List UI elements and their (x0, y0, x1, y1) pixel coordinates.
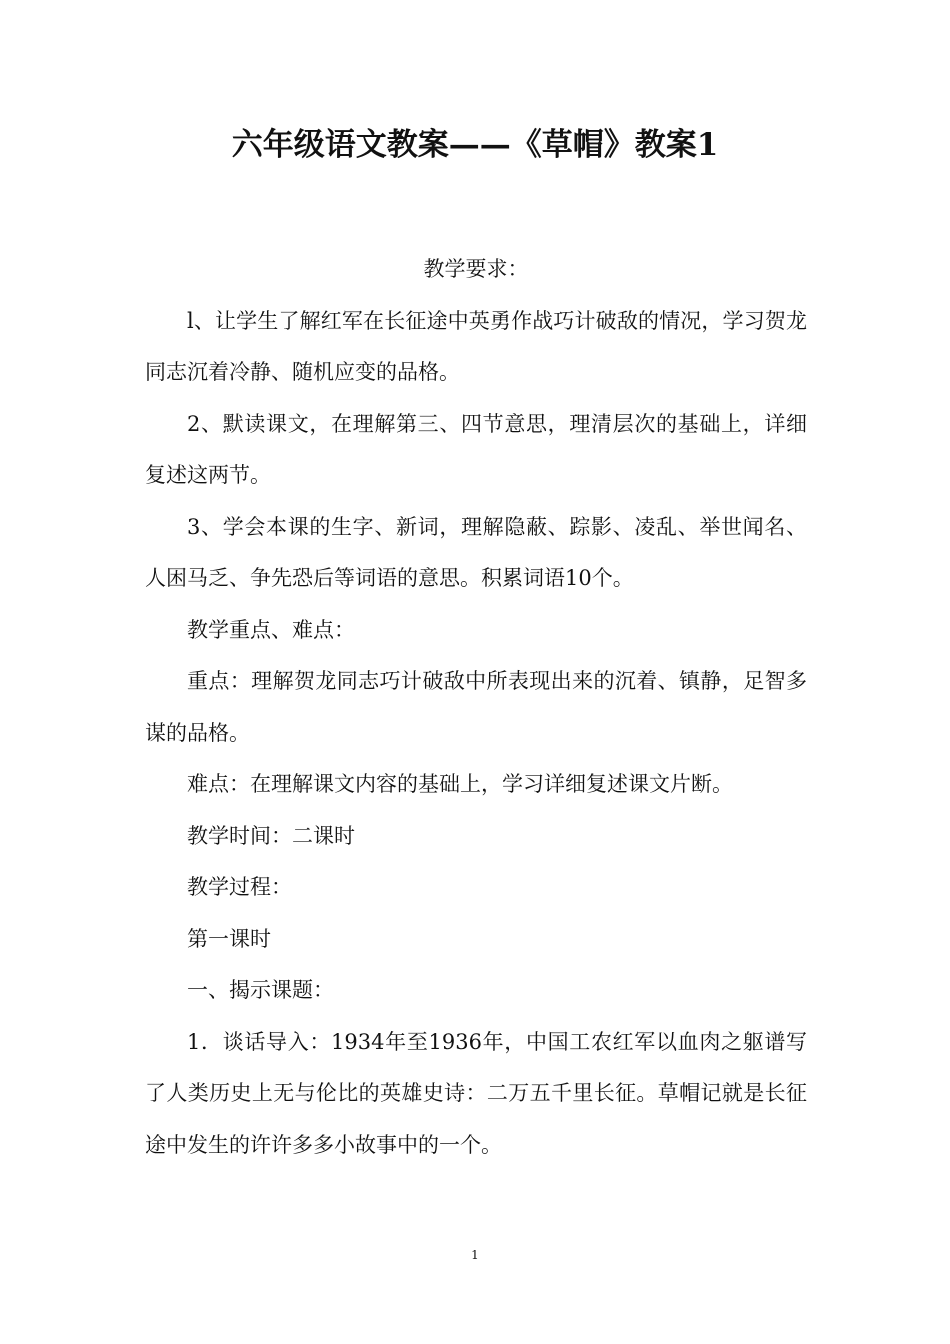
section-heading-key-points: 教学重点、难点： (187, 617, 355, 642)
teaching-time-paragraph: 教学时间：二课时 (187, 823, 355, 848)
document-title: 六年级语文教案——《草帽》教案1 (231, 127, 719, 163)
key-point-paragraph: 重点：理解贺龙同志巧计破敌中所表现出来的沉着、镇静，足智多谋的品格。 (145, 669, 807, 745)
requirement-item-3: 3、学会本课的生字、新词，理解隐蔽、踪影、凌乱、举世闻名、人困马乏、争先恐后等词语的意思。积累词语10个。 (145, 514, 807, 590)
section-heading-process: 教学过程： (187, 875, 292, 899)
page-number: 1 (471, 1248, 479, 1262)
requirement-item-2: 2、默读课文，在理解第三、四节意思，理清层次的基础上，详细复述这两节。 (145, 411, 807, 487)
difficulty-paragraph: 难点：在理解课文内容的基础上，学习详细复述课文片断。 (187, 772, 733, 796)
requirement-item-1: l、让学生了解红军在长征途中英勇作战巧计破敌的情况，学习贺龙同志沉着冷静、随机应变的品格。 (145, 308, 807, 384)
step-heading-reveal-topic: 一、揭示课题： (187, 978, 334, 1002)
document-body (145, 244, 807, 1171)
section-heading-teaching-requirements: 教学要求： (423, 257, 529, 281)
lesson-heading-first: 第一课时 (187, 926, 271, 951)
intro-paragraph: 1．谈话导入：1934年至1936年，中国工农红军以血肉之躯谱写了人类历史上无与伦比的英雄史诗：二万五千里长征。草帽记就是长征途中发生的许许多多小故事中的一个。 (145, 1029, 807, 1157)
